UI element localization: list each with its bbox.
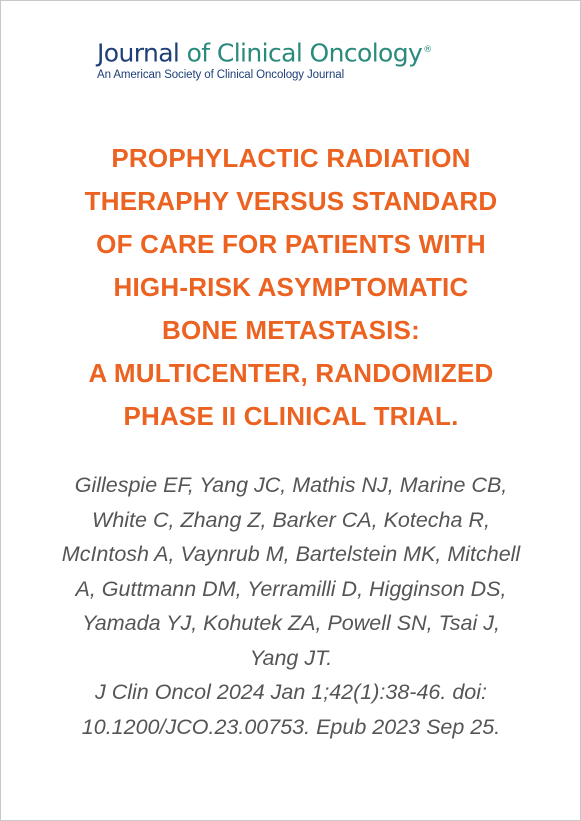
author-line: Gillespie EF, Yang JC, Mathis NJ, Marine CB,: [74, 473, 508, 497]
author-line: McIntosh A, Vaynrub M, Bartelstein MK, Mitchell: [61, 542, 521, 566]
doi-line: 10.1200/JCO.23.00753. Epub 2023 Sep 25.: [81, 714, 501, 739]
journal-reference: J Clin Oncol 2024 Jan 1;42(1):38-46. doi:: [94, 680, 487, 704]
title-line: BONE METASTASIS:: [162, 315, 420, 345]
journal-name-part1: Journal: [97, 38, 180, 68]
registered-mark: ®: [423, 45, 432, 55]
author-line: Yamada YJ, Kohutek ZA, Powell SN, Tsai J,: [82, 611, 500, 635]
journal-subtitle: An American Society of Clinical Oncology Journal: [97, 69, 345, 82]
author-line: White C, Zhang Z, Barker CA, Kotecha R,: [92, 507, 490, 532]
title-line: OF CARE FOR PATIENTS WITH: [96, 229, 486, 259]
title-line: HIGH-RISK ASYMPTOMATIC: [113, 272, 469, 302]
title-line: A MULTICENTER, RANDOMIZED: [88, 358, 494, 388]
author-line: Yang JT.: [249, 645, 333, 670]
journal-masthead: [97, 35, 517, 81]
citation-block: [21, 468, 561, 744]
title-line: PHASE II CLINICAL TRIAL.: [123, 401, 459, 431]
title-line: THERAPHY VERSUS STANDARD: [84, 186, 498, 216]
author-line: A, Guttmann DM, Yerramilli D, Higginson DS,: [75, 576, 507, 601]
article-title: [21, 137, 561, 438]
journal-logo: [97, 35, 517, 68]
title-line: PROPHYLACTIC RADIATION: [111, 143, 471, 173]
journal-name-part2: of Clinical Oncology: [179, 38, 423, 68]
